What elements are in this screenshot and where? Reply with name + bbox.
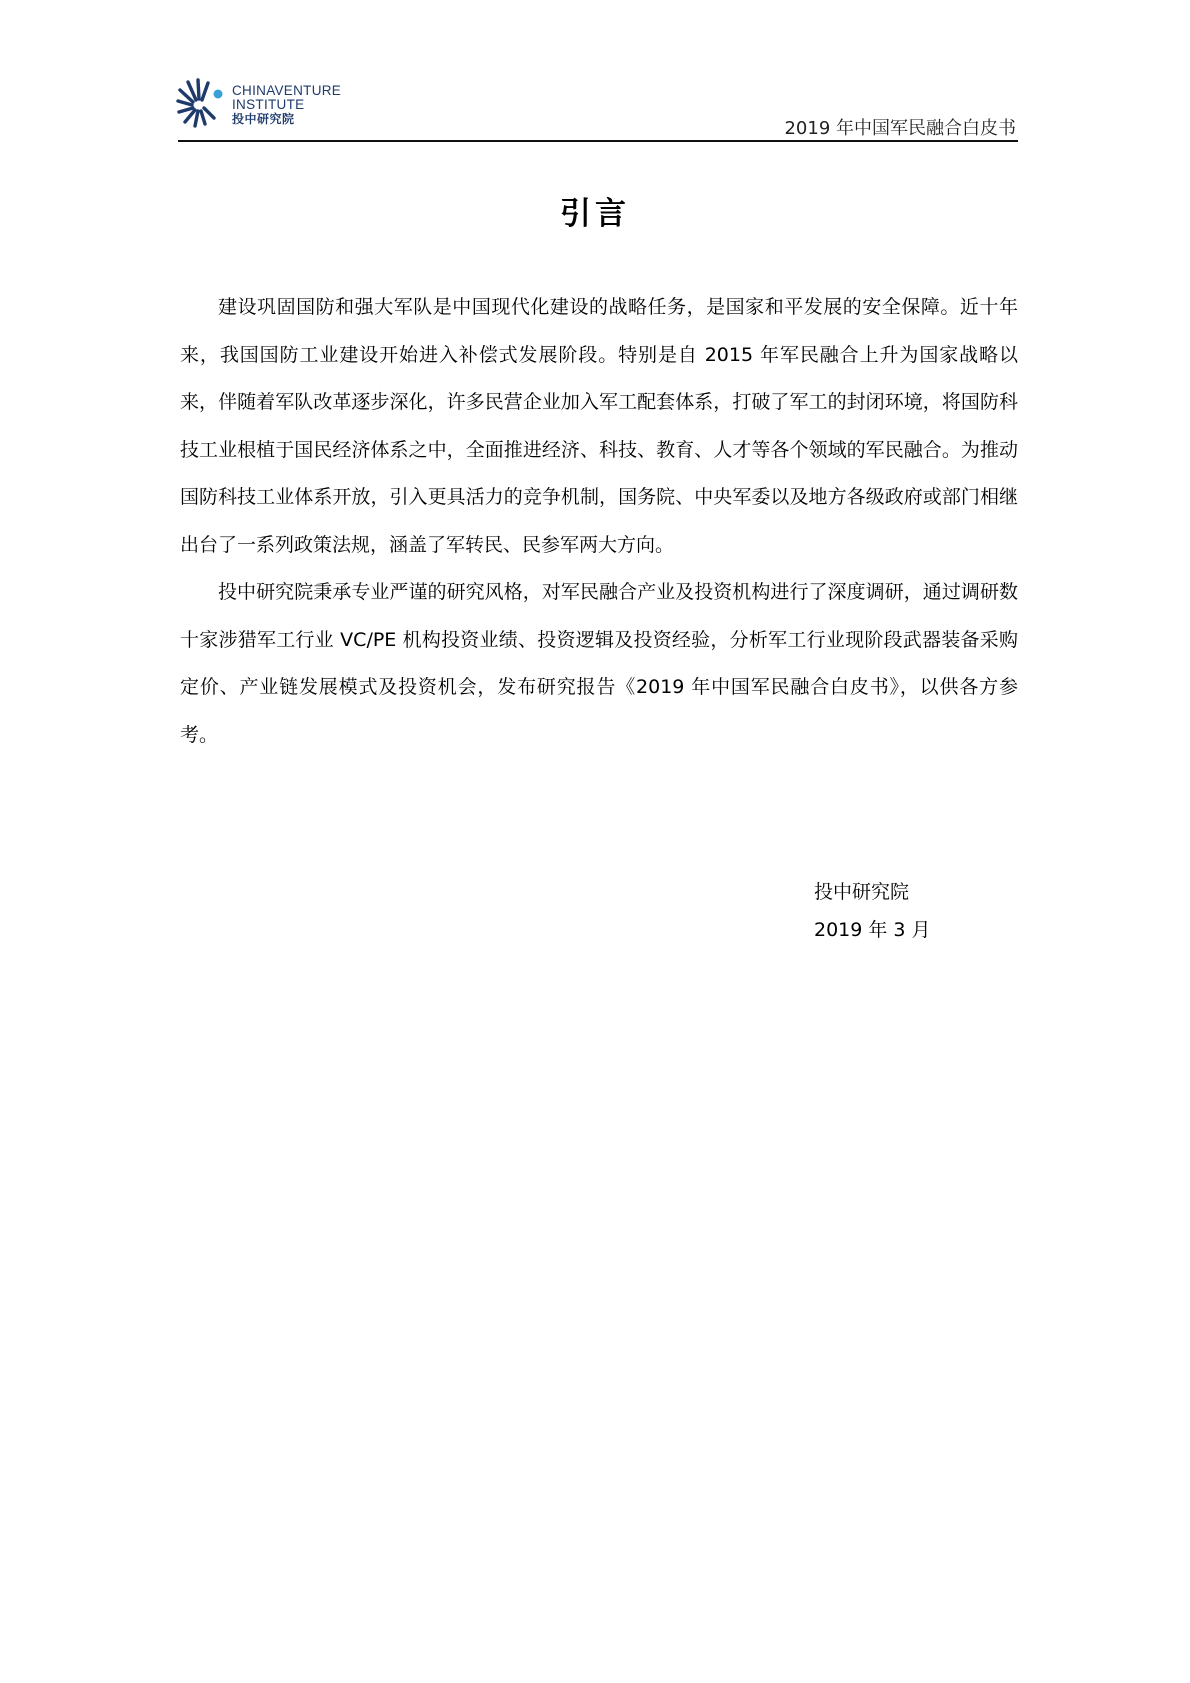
body-text xyxy=(180,284,1018,759)
logo-text xyxy=(232,84,341,127)
page-header xyxy=(176,78,1018,140)
signature-date: 2019 年 3 月 xyxy=(814,919,931,941)
section-title: 引言 xyxy=(560,196,630,232)
chinaventure-burst-logo-icon xyxy=(176,78,226,128)
chinaventure-logo xyxy=(176,78,366,130)
paragraph-2: 投中研究院秉承专业严谨的研究风格，对军民融合产业及投资机构进行了深度调研，通过调研数十家涉猎军工行业 VC/PE 机构投资业绩、投资逻辑及投资经验，分析军工行业现阶段武器装备采购定价、产业链发展模式及投资机会，发布研究报告《2019 年中国军民融合白皮书》，以供各方参考。 xyxy=(180,581,1018,746)
document-title: 2019 年中国军民融合白皮书 xyxy=(784,118,1016,139)
header-divider xyxy=(178,140,1018,142)
logo-line-2: INSTITUTE xyxy=(232,97,305,112)
paragraph-1: 建设巩固国防和强大军队是中国现代化建设的战略任务，是国家和平发展的安全保障。近十年来，我国国防工业建设开始进入补偿式发展阶段。特别是自 2015 年军民融合上升为国家战略以来，伴随着军队改革逐步深化，许多民营企业加入军工配套体系，打破了军工的封闭环境，将国防科技工业根植于国民经济体系之中，全面推进经济、科技、教育、人才等各个领域的军民融合。为推动国防科技工业体系开放，引入更具活力的竞争机制，国务院、中央军委以及地方各级政府或部门相继出台了一系列政策法规，涵盖了军转民、民参军两大方向。 xyxy=(180,296,1018,556)
logo-line-1: CHINAVENTURE xyxy=(232,83,342,98)
signature-org: 投中研究院 xyxy=(814,881,910,903)
signature-block xyxy=(814,873,931,949)
logo-line-3: 投中研究院 xyxy=(232,112,295,126)
